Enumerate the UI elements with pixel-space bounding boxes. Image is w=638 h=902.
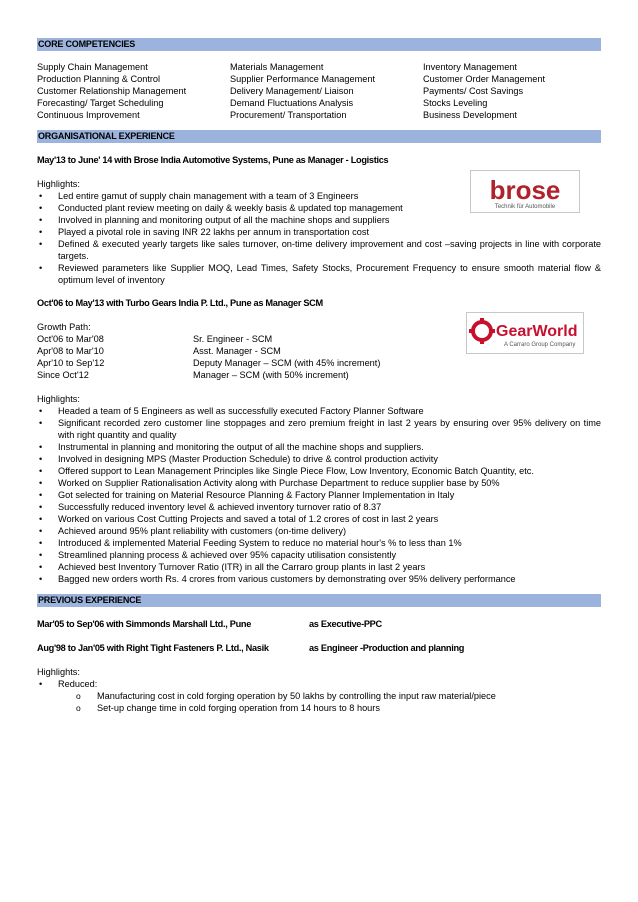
growth-role: Manager – SCM (with 50% increment) — [193, 370, 349, 380]
list-item: • Played a pivotal role in saving INR 22 lakhs per annum in transportation cost — [37, 226, 601, 238]
list-item: • Successfully reduced inventory level & achieved inventory turnover ratio of 8.37 — [37, 501, 601, 513]
competencies-col-2 — [230, 61, 423, 121]
competency-item: Supply Chain Management — [37, 62, 148, 72]
competency-item: Customer Order Management — [423, 74, 546, 84]
gearworld-logo — [466, 312, 584, 354]
competency-item: Delivery Management/ Liaison — [230, 86, 354, 96]
sub-list-item: o Manufacturing cost in cold forging operation by 50 lakhs by controlling the input raw material/piece — [76, 690, 601, 702]
competency-item: Continuous Improvement — [37, 110, 140, 120]
reduced-label: Reduced: — [58, 679, 98, 689]
growth-period: Apr'10 to Sep'12 — [37, 358, 105, 368]
list-item: • Worked on Supplier Rationalisation Activity along with Purchase Department to reduce supplier base by 50% — [37, 477, 601, 489]
competency-item: Production Planning & Control — [37, 74, 161, 84]
turbo-highlights-list — [37, 405, 601, 585]
growth-path-label: Growth Path: — [37, 322, 91, 332]
competency-item: Demand Fluctuations Analysis — [230, 98, 354, 108]
list-item: • Worked on various Cost Cutting Projects and saved a total of 1.2 crores of cost in last 2 years — [37, 513, 601, 525]
section-core-competencies: CORE COMPETENCIES — [37, 38, 601, 51]
prev-job-2-company: Aug'98 to Jan'05 with Right Tight Fasteners P. Ltd., Nasik — [37, 643, 269, 653]
list-item: • Achieved best Inventory Turnover Ratio (ITR) in all the Carraro group plants in last 2 years — [37, 561, 601, 573]
competency-item: Business Development — [423, 110, 517, 120]
list-item: • Offered support to Lean Management Principles like Single Piece Flow, Low Inventory, Economic Batch Quantity, etc. — [37, 465, 601, 477]
growth-period: Apr'08 to Mar'10 — [37, 346, 104, 356]
prev-highlights-label: Highlights: — [37, 667, 80, 677]
competencies-col-1 — [37, 61, 230, 121]
list-item: • Streamlined planning process & achieved over 95% capacity utilisation consistently — [37, 549, 601, 561]
competency-item: Procurement/ Transportation — [230, 110, 347, 120]
list-item: • Reviewed parameters like Supplier MOQ, Lead Times, Safety Stocks, Procurement Frequency to ensure smooth material flow & optimum level of inventory — [37, 262, 601, 286]
brose-highlights-label: Highlights: — [37, 179, 80, 189]
resume-page — [37, 38, 601, 714]
competency-item: Forecasting/ Target Scheduling — [37, 98, 164, 108]
list-item: • Defined & executed yearly targets like sales turnover, on-time delivery improvement and cost –saving projects in line with corporate targets. — [37, 238, 601, 262]
prev-job-2 — [37, 642, 601, 654]
list-item: • Involved in planning and monitoring output of all the machine shops and suppliers — [37, 214, 601, 226]
turbo-job-title: Oct'06 to May'13 with Turbo Gears India P. Ltd., Pune as Manager SCM — [37, 298, 323, 308]
prev-job-1 — [37, 618, 601, 630]
gearworld-logo-sub: A Carraro Group Company — [504, 342, 576, 348]
list-item: • Involved in designing MPS (Master Production Schedule) to drive & control production activity — [37, 453, 601, 465]
sub-list-item: o Set-up change time in cold forging operation from 14 hours to 8 hours — [76, 702, 601, 714]
growth-period: Since Oct'12 — [37, 370, 89, 380]
competency-item: Supplier Performance Management — [230, 74, 376, 84]
prev-highlights-list — [37, 678, 601, 714]
list-item: • Achieved around 95% plant reliability with customers (on-time delivery) — [37, 525, 601, 537]
competency-item: Payments/ Cost Savings — [423, 86, 524, 96]
list-item: • Bagged new orders worth Rs. 4 crores from various customers by demonstrating over 95% delivery performance — [37, 573, 601, 585]
section-organisational-experience: ORGANISATIONAL EXPERIENCE — [37, 130, 601, 143]
competencies-col-3 — [423, 61, 601, 121]
prev-job-2-role: as Engineer -Production and planning — [309, 643, 465, 653]
gearworld-logo-graphic — [466, 312, 584, 354]
brose-logo — [470, 170, 580, 213]
turbo-highlights-label: Highlights: — [37, 394, 80, 404]
list-item: • Conducted plant review meeting on daily & weekly basis & updated top management — [37, 202, 601, 214]
competency-item: Materials Management — [230, 62, 324, 72]
brose-logo-graphic — [470, 170, 580, 213]
competency-item: Inventory Management — [423, 62, 517, 72]
brose-logo-sub: Technik für Automobile — [494, 204, 556, 210]
competencies-grid — [37, 61, 601, 121]
gearworld-logo-text: GearWorld — [496, 323, 578, 340]
prev-job-1-company: Mar'05 to Sep'06 with Simmonds Marshall Ltd., Pune — [37, 619, 251, 629]
list-item: • Led entire gamut of supply chain management with a team of 3 Engineers — [37, 190, 601, 202]
competency-item: Stocks Leveling — [423, 98, 488, 108]
list-item: • Headed a team of 5 Engineers as well as successfully executed Factory Planner Software — [37, 405, 601, 417]
growth-period: Oct'06 to Mar'08 — [37, 334, 104, 344]
growth-row — [37, 369, 601, 381]
growth-role: Sr. Engineer - SCM — [193, 334, 273, 344]
growth-role: Asst. Manager - SCM — [193, 346, 281, 356]
list-item: • Instrumental in planning and monitoring the output of all the machine shops and suppliers. — [37, 441, 601, 453]
growth-row — [37, 357, 601, 369]
list-item: • Significant recorded zero customer line stoppages and zero premium freight in last 2 years by ensuring over 95% delivery on time with right quantity and quality — [37, 417, 601, 441]
competency-item: Customer Relationship Management — [37, 86, 187, 96]
reduced-sublist — [37, 690, 601, 714]
brose-job-title: May'13 to June' 14 with Brose India Automotive Systems, Pune as Manager - Logistics — [37, 155, 389, 165]
prev-job-1-role: as Executive-PPC — [309, 619, 382, 629]
growth-role: Deputy Manager – SCM (with 45% increment) — [193, 358, 381, 368]
list-item: • Got selected for training on Material Resource Planning & Factory Planner Implementation in Italy — [37, 489, 601, 501]
section-previous-experience: PREVIOUS EXPERIENCE — [37, 594, 601, 607]
list-item — [37, 678, 601, 714]
list-item: • Introduced & implemented Material Feeding System to reduce no material hour's % to less than 1% — [37, 537, 601, 549]
brose-logo-text: brose — [489, 175, 561, 205]
